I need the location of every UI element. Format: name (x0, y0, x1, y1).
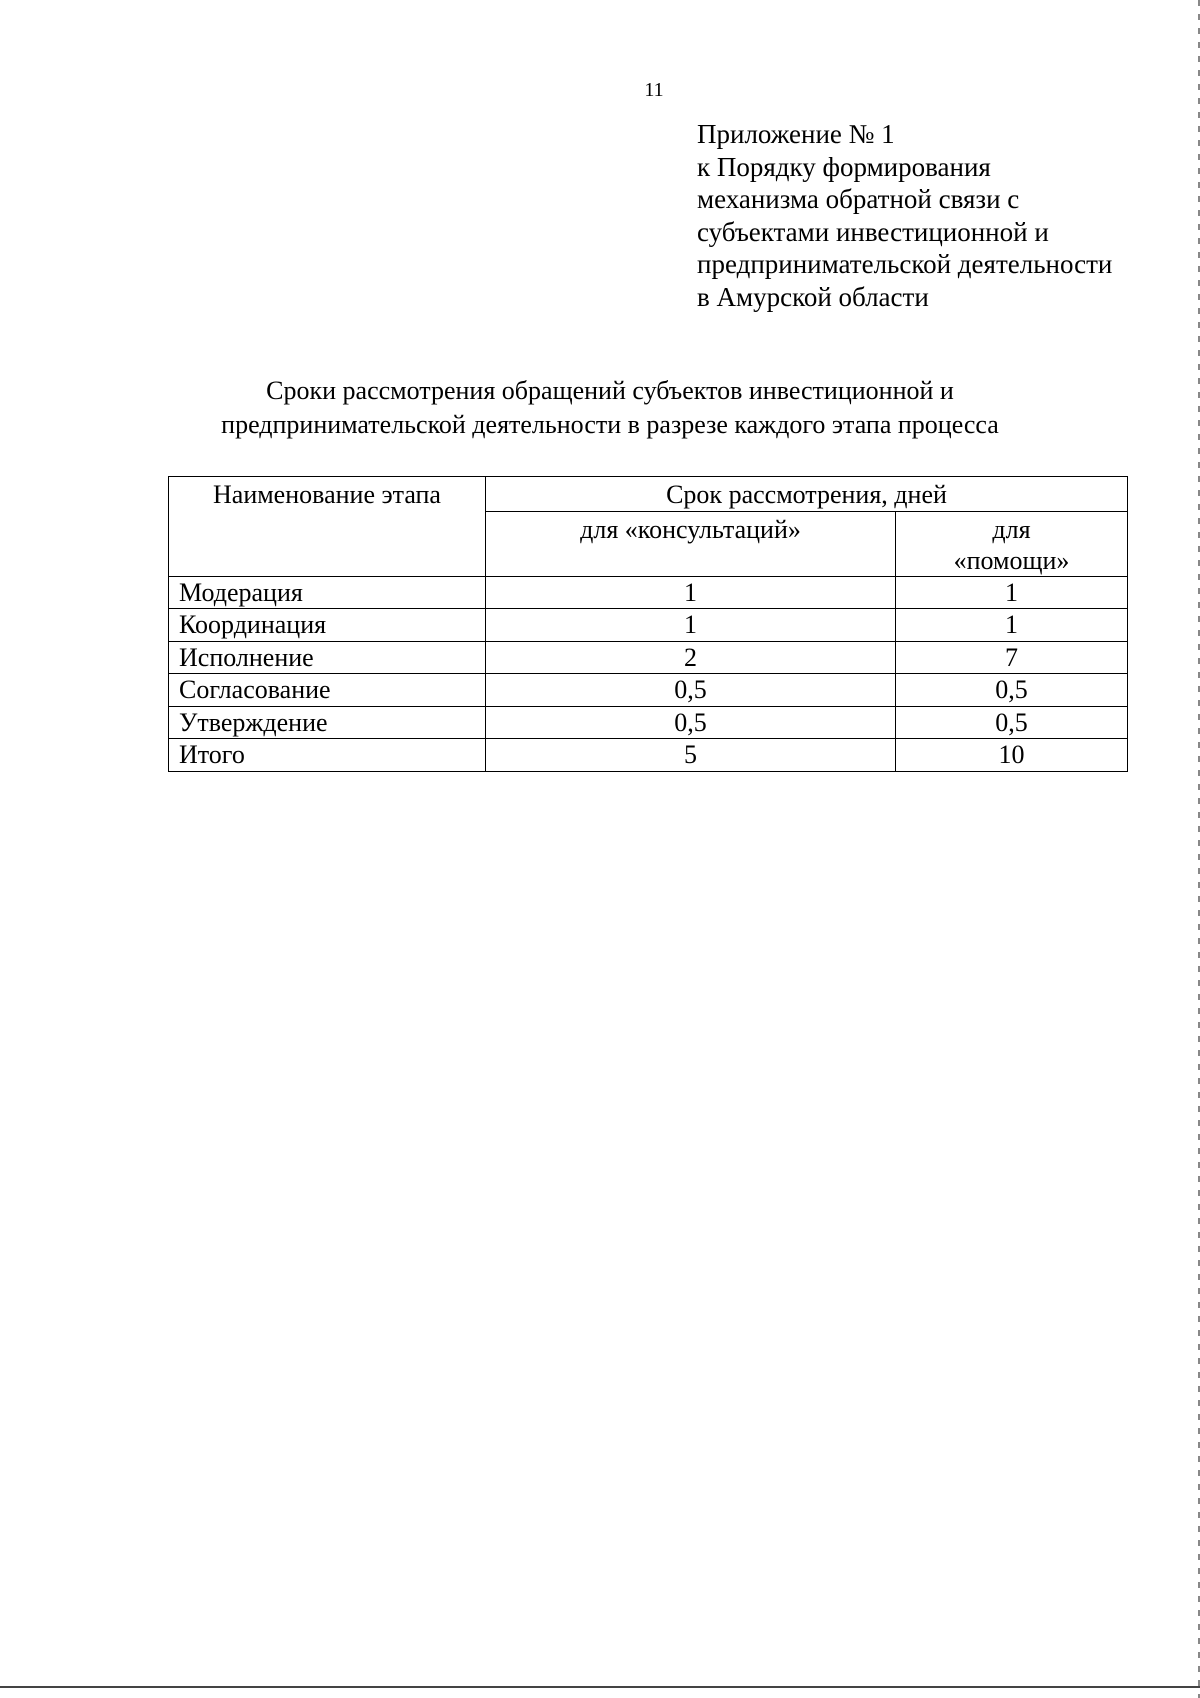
table-row (169, 576, 1128, 609)
header-stage-name: Наименование этапа (169, 477, 486, 577)
appendix-block (697, 118, 1167, 313)
help-days-cell: 1 (895, 576, 1127, 609)
consult-days-cell: 5 (486, 739, 896, 772)
subheader-help-line: «помощи» (953, 545, 1070, 575)
header-review-term: Срок рассмотрения, дней (486, 477, 1128, 512)
consult-days-cell: 0,5 (486, 674, 896, 707)
appendix-line: субъектами инвестиционной и (697, 216, 1049, 247)
table-row-total (169, 739, 1128, 772)
consult-days-cell: 0,5 (486, 706, 896, 739)
appendix-line: Приложение № 1 (697, 119, 895, 149)
document-title (150, 374, 1070, 442)
appendix-line: в Амурской области (697, 281, 929, 312)
appendix-line: механизма обратной связи с (697, 184, 1020, 214)
stage-cell: Модерация (169, 576, 486, 609)
consult-days-cell: 1 (486, 576, 896, 609)
table-header-row (169, 477, 1128, 512)
review-terms-table (168, 476, 1128, 772)
help-days-cell: 1 (895, 609, 1127, 642)
page-number: 11 (644, 79, 664, 101)
subheader-help (895, 511, 1127, 576)
consult-days-cell: 2 (486, 641, 896, 674)
stage-cell: Исполнение (169, 641, 486, 674)
table-row (169, 641, 1128, 674)
stage-cell: Итого (169, 739, 486, 772)
help-days-cell: 7 (895, 641, 1127, 674)
table-row (169, 706, 1128, 739)
stage-cell: Согласование (169, 674, 486, 707)
document-title-line: Сроки рассмотрения обращений субъектов инвестиционной и (266, 376, 954, 405)
help-days-cell: 0,5 (895, 706, 1127, 739)
help-days-cell: 10 (895, 739, 1127, 772)
stage-cell: Утверждение (169, 706, 486, 739)
help-days-cell: 0,5 (895, 674, 1127, 707)
table-row (169, 609, 1128, 642)
appendix-line: к Порядку формирования (697, 151, 991, 182)
document-title-line: предпринимательской деятельности в разрезе каждого этапа процесса (221, 410, 999, 439)
stage-cell: Координация (169, 609, 486, 642)
scan-bottom-edge (0, 1686, 1200, 1688)
consult-days-cell: 1 (486, 609, 896, 642)
subheader-consultations: для «консультаций» (486, 511, 896, 576)
table-row (169, 674, 1128, 707)
appendix-line: предпринимательской деятельности (697, 249, 1113, 279)
subheader-help-line: для (992, 514, 1031, 544)
